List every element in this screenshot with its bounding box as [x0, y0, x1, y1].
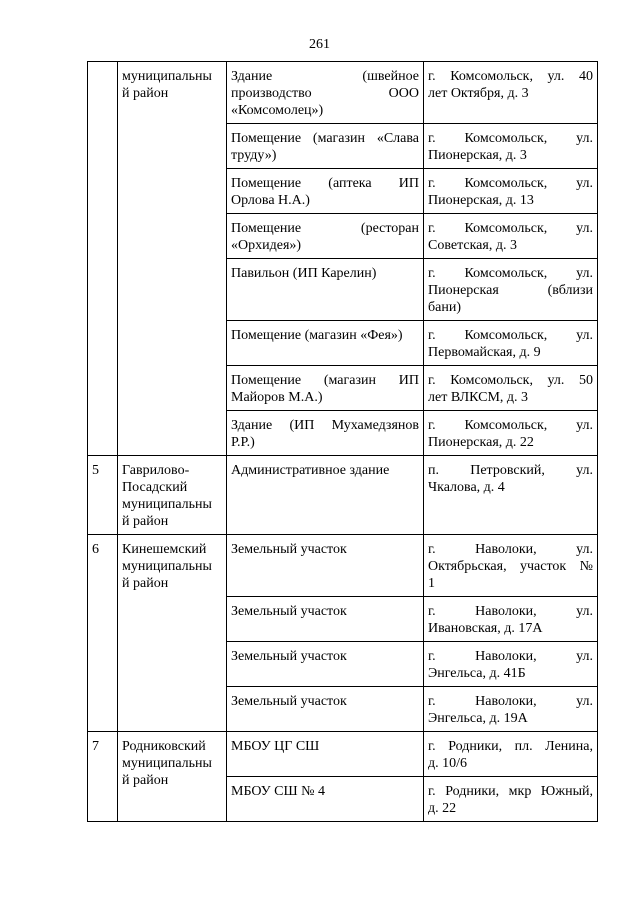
cell-text-line: г. Родники, пл. Ленина, — [428, 739, 593, 754]
cell-text-line: Земельный участок — [231, 542, 347, 557]
row-number: 6 — [88, 535, 118, 732]
object-name — [227, 642, 424, 687]
row-number: 7 — [88, 732, 118, 822]
object-address — [424, 597, 598, 642]
object-address — [424, 456, 598, 535]
object-name — [227, 169, 424, 214]
cell-text-line: Помещение (магазин «Фея») — [231, 328, 403, 343]
cell-text-line: бани) — [428, 300, 461, 315]
object-address — [424, 214, 598, 259]
object-address — [424, 321, 598, 366]
objects-table — [87, 61, 598, 822]
cell-text-line: Земельный участок — [231, 649, 347, 664]
object-address — [424, 169, 598, 214]
cell-text-line: Посадский — [122, 480, 188, 495]
cell-text-line: Пионерская, д. 13 — [428, 193, 534, 208]
object-name — [227, 321, 424, 366]
cell-text-line: Первомайская, д. 9 — [428, 345, 541, 360]
cell-text-line: г. Комсомольск, ул. — [428, 131, 593, 146]
cell-text-line: лет Октября, д. 3 — [428, 86, 529, 101]
object-address — [424, 642, 598, 687]
cell-text-line: производство ООО — [231, 86, 419, 101]
cell-text-line: муниципальны — [122, 559, 212, 574]
object-address — [424, 62, 598, 124]
cell-text-line: Пионерская (вблизи — [428, 283, 593, 298]
cell-text-line: г. Комсомольск, ул. — [428, 176, 593, 191]
cell-text-line: Здание (ИП Мухамедзянов — [231, 418, 419, 433]
cell-text-line: д. 22 — [428, 801, 457, 816]
cell-text-line: Павильон (ИП Карелин) — [231, 266, 377, 281]
cell-text-line: лет ВЛКСМ, д. 3 — [428, 390, 529, 405]
cell-text-line: й район — [122, 86, 169, 101]
cell-text-line: Помещение (аптека ИП — [231, 176, 419, 191]
cell-text-line: Помещение (ресторан — [231, 221, 419, 236]
cell-text-line: г. Комсомольск, ул. — [428, 328, 593, 343]
cell-text-line: Здание (швейное — [231, 69, 419, 84]
cell-text-line: муниципальны — [122, 497, 212, 512]
cell-text-line: й район — [122, 514, 169, 529]
cell-text-line: г. Наволоки, ул. — [428, 649, 593, 664]
cell-text-line: муниципальны — [122, 756, 212, 771]
table-row — [88, 456, 598, 535]
cell-text-line: Пионерская, д. 22 — [428, 435, 534, 450]
cell-text-line: й район — [122, 773, 169, 788]
district-name — [118, 732, 227, 822]
cell-text-line: п. Петровский, ул. — [428, 463, 593, 478]
object-name — [227, 597, 424, 642]
cell-text-line: труду») — [231, 148, 277, 163]
page-number: 261 — [309, 37, 330, 52]
cell-text-line: Энгельса, д. 41Б — [428, 666, 526, 681]
cell-text-line: г. Комсомольск, ул. — [428, 221, 593, 236]
object-address — [424, 411, 598, 456]
cell-text-line: «Комсомолец») — [231, 103, 324, 118]
table-row — [88, 535, 598, 597]
object-address — [424, 259, 598, 321]
cell-text-line: Чкалова, д. 4 — [428, 480, 505, 495]
cell-text-line: г. Комсомольск, ул. 40 — [428, 69, 593, 84]
cell-text-line: г. Комсомольск, ул. 50 — [428, 373, 593, 388]
cell-text-line: Помещение (магазин ИП — [231, 373, 419, 388]
object-name — [227, 411, 424, 456]
cell-text-line: муниципальны — [122, 69, 212, 84]
district-name — [118, 62, 227, 456]
cell-text-line: Майоров М.А.) — [231, 390, 323, 405]
cell-text-line: Родниковский — [122, 739, 206, 754]
object-address — [424, 687, 598, 732]
cell-text-line: Р.Р.) — [231, 435, 255, 450]
cell-text-line: г. Комсомольск, ул. — [428, 266, 593, 281]
cell-text-line: «Орхидея») — [231, 238, 302, 253]
cell-text-line: г. Наволоки, ул. — [428, 542, 593, 557]
object-address — [424, 732, 598, 777]
object-name — [227, 732, 424, 777]
object-name — [227, 214, 424, 259]
table-row — [88, 62, 598, 124]
cell-text-line: Помещение (магазин «Слава — [231, 131, 419, 146]
object-name — [227, 366, 424, 411]
district-name — [118, 456, 227, 535]
cell-text-line: Административное здание — [231, 463, 390, 478]
cell-text-line: г. Комсомольск, ул. — [428, 418, 593, 433]
cell-text-line: Кинешемский — [122, 542, 207, 557]
cell-text-line: г. Наволоки, ул. — [428, 604, 593, 619]
cell-text-line: Ивановская, д. 17А — [428, 621, 543, 636]
cell-text-line: Земельный участок — [231, 604, 347, 619]
district-name — [118, 535, 227, 732]
object-name — [227, 62, 424, 124]
object-name — [227, 687, 424, 732]
cell-text-line: г. Наволоки, ул. — [428, 694, 593, 709]
row-number: 5 — [88, 456, 118, 535]
cell-text-line: г. Родники, мкр Южный, — [428, 784, 593, 799]
object-address — [424, 124, 598, 169]
object-address — [424, 535, 598, 597]
row-number — [88, 62, 118, 456]
cell-text-line: д. 10/6 — [428, 756, 468, 771]
cell-text-line: Земельный участок — [231, 694, 347, 709]
cell-text-line: Энгельса, д. 19А — [428, 711, 528, 726]
cell-text-line: 1 — [428, 576, 435, 591]
cell-text-line: Советская, д. 3 — [428, 238, 517, 253]
object-address — [424, 366, 598, 411]
table-row — [88, 732, 598, 777]
object-address — [424, 777, 598, 822]
cell-text-line: МБОУ СШ № 4 — [231, 784, 325, 799]
object-name — [227, 535, 424, 597]
object-name — [227, 777, 424, 822]
cell-text-line: Орлова Н.А.) — [231, 193, 310, 208]
object-name — [227, 456, 424, 535]
objects-table-body — [88, 62, 598, 822]
cell-text-line: Гаврилово- — [122, 463, 190, 478]
cell-text-line: Октябрьская, участок № — [428, 559, 593, 574]
cell-text-line: й район — [122, 576, 169, 591]
object-name — [227, 124, 424, 169]
cell-text-line: Пионерская, д. 3 — [428, 148, 527, 163]
cell-text-line: МБОУ ЦГ СШ — [231, 739, 320, 754]
object-name — [227, 259, 424, 321]
